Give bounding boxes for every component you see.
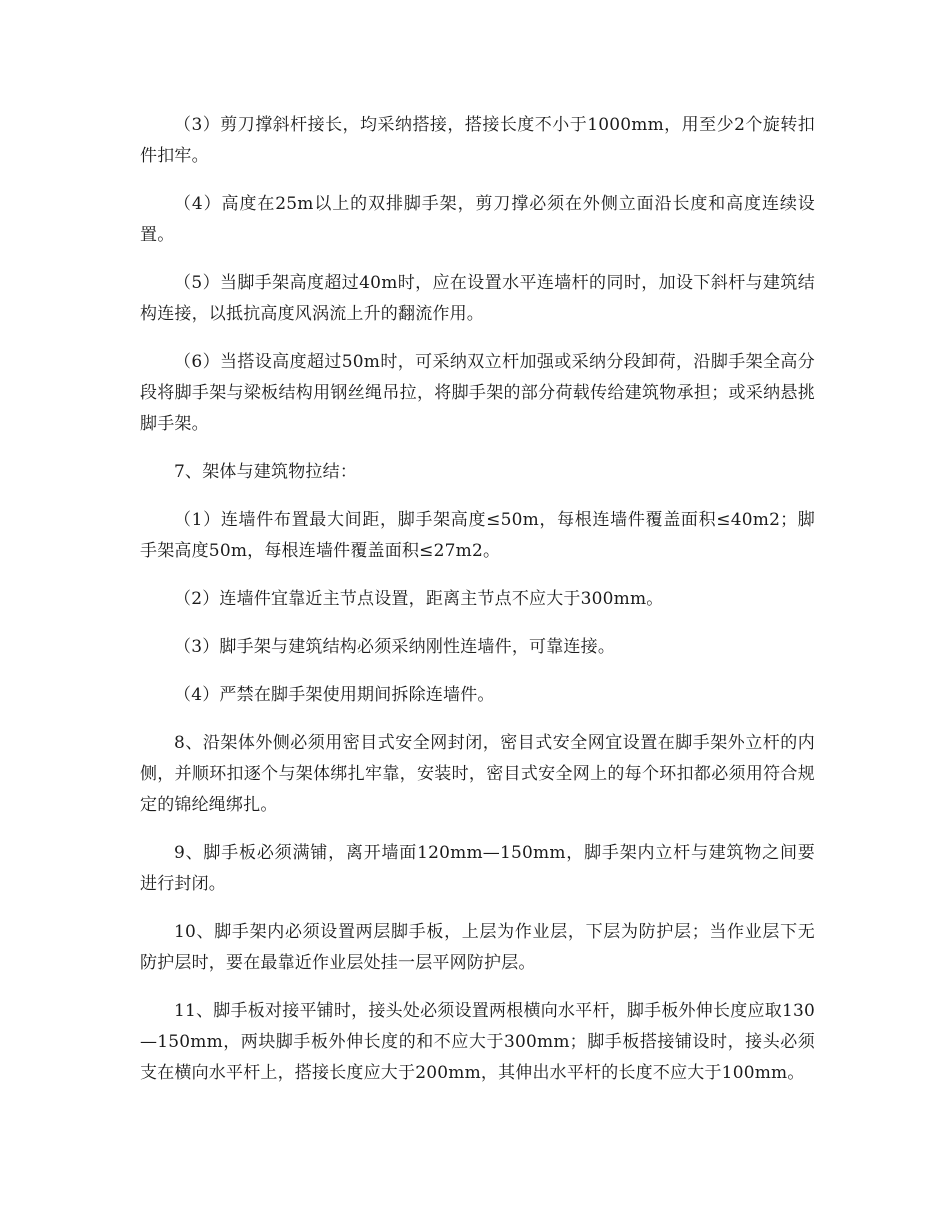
- paragraph-6-over-50m: （6）当搭设高度超过50m时，可采纳双立杆加强或采纳分段卸荷，沿脚手架全高分段将脚手架与梁板结构用钢丝绳吊拉，将脚手架的部分荷载传给建筑物承担；或采纳悬挑脚手架。: [140, 352, 815, 434]
- section-10-two-layers: 10、脚手架内必须设置两层脚手板，上层为作业层，下层为防护层；当作业层下无防护层时，要在最靠近作业层处挂一层平网防护层。: [140, 922, 815, 973]
- paragraph-7-1-spacing: （1）连墙件布置最大间距，脚手架高度≤50m，每根连墙件覆盖面积≤40m2；脚手架高度50m，每根连墙件覆盖面积≤27m2。: [140, 510, 815, 561]
- paragraph-7-3-rigid: （3）脚手架与建筑结构必须采纳刚性连墙件，可靠连接。: [174, 637, 616, 657]
- section-9-boards: 9、脚手板必须满铺，离开墙面120mm—150mm，脚手架内立杆与建筑物之间要进行封闭。: [140, 843, 815, 894]
- paragraph-4-continuous: （4）高度在25m以上的双排脚手架，剪刀撑必须在外侧立面沿长度和高度连续设置。: [140, 194, 815, 245]
- paragraph-3-splice: （3）剪刀撑斜杆接长，均采纳搭接，搭接长度不小于1000mm，用至少2个旋转扣件扣牢。: [140, 115, 815, 166]
- paragraph-7-2-node: （2）连墙件宜靠近主节点设置，距离主节点不应大于300mm。: [174, 589, 664, 609]
- paragraph-5-over-40m: （5）当脚手架高度超过40m时，应在设置水平连墙杆的同时，加设下斜杆与建筑结构连接，以抵抗高度风涡流上升的翻流作用。: [140, 273, 815, 324]
- section-8-safety-net: 8、沿架体外侧必须用密目式安全网封闭，密目式安全网宜设置在脚手架外立杆的内侧，并顺环扣逐个与架体绑扎牢靠，安装时，密目式安全网上的每个环扣都必须用符合规定的锦纶绳绑扎。: [140, 733, 815, 815]
- paragraph-7-4-prohibit: （4）严禁在脚手架使用期间拆除连墙件。: [174, 685, 495, 705]
- section-11-board-joints: 11、脚手板对接平铺时，接头处必须设置两根横向水平杆，脚手板外伸长度应取130—150mm，两块脚手板外伸长度的和不应大于300mm；脚手板搭接铺设时，接头必须支在横向水平杆上，搭接长度应大于200mm，其伸出水平杆的长度不应大于100mm。: [140, 1001, 815, 1083]
- section-7-heading: 7、架体与建筑物拉结：: [174, 462, 358, 482]
- document-body: [140, 110, 815, 1106]
